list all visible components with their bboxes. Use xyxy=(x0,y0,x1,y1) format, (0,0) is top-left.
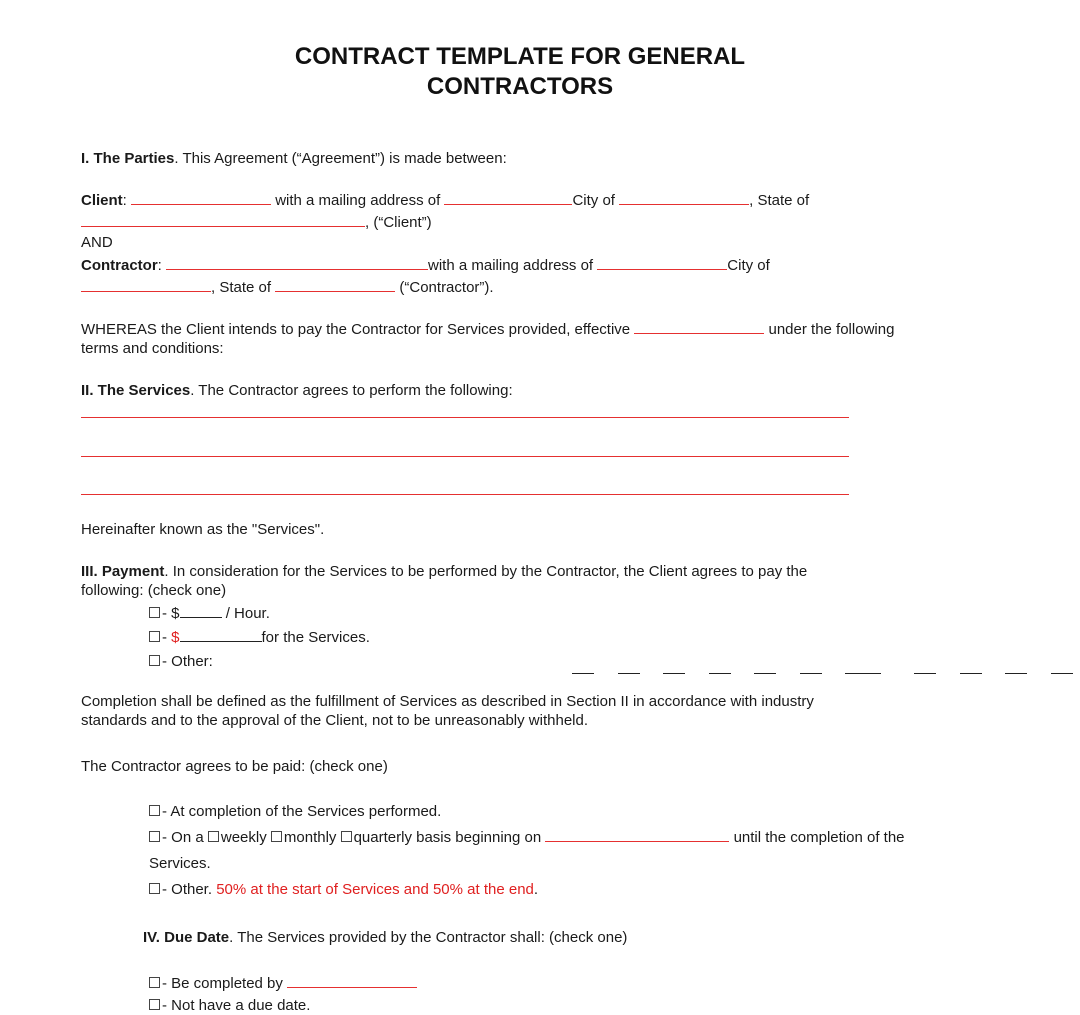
payment-paragraph xyxy=(81,563,807,581)
completion-option-text: - At completion of the Services performed. xyxy=(162,803,442,820)
payment-option-hourly xyxy=(149,605,270,623)
and-text: AND xyxy=(81,234,113,251)
effective-date-blank[interactable] xyxy=(634,321,764,334)
payment-option-other xyxy=(149,653,213,671)
colon: : xyxy=(157,257,162,274)
option-prefix: - xyxy=(162,629,172,646)
fixed-checkbox[interactable] xyxy=(149,631,160,642)
contractor-name-blank[interactable] xyxy=(166,257,428,270)
dash-segment xyxy=(754,673,776,674)
contractor-suffix: (“Contractor”). xyxy=(399,279,494,296)
hourly-dollar: $ xyxy=(171,605,180,622)
no-due-date-text: - Not have a due date. xyxy=(162,997,311,1014)
completion-checkbox[interactable] xyxy=(149,805,160,816)
paid-intro: The Contractor agrees to be paid: (check one) xyxy=(81,758,388,775)
due-option-date xyxy=(149,975,417,993)
quarterly-checkbox[interactable] xyxy=(341,831,352,842)
contractor-address-blank[interactable] xyxy=(597,257,727,270)
due-date-text: - Be completed by xyxy=(162,975,283,992)
period: . xyxy=(533,881,539,898)
parties-paragraph xyxy=(81,150,507,168)
document-title-line1: CONTRACT TEMPLATE FOR GENERAL xyxy=(294,43,746,70)
services-blank-line-3[interactable] xyxy=(81,494,849,495)
contractor-label: Contractor xyxy=(81,257,158,274)
hereinafter-text: Hereinafter known as the "Services". xyxy=(81,521,325,538)
services-heading: II. The Services xyxy=(81,382,191,399)
other-text: - Other: xyxy=(162,653,213,670)
parties-heading: I. The Parties xyxy=(81,150,175,167)
contractor-city-label: City of xyxy=(727,257,770,274)
client-city-label: City of xyxy=(572,192,615,209)
document-title-line2: CONTRACTORS xyxy=(426,73,614,100)
due-paragraph xyxy=(143,929,627,947)
dash-segment xyxy=(845,673,881,674)
client-state-label: , State of xyxy=(749,192,810,209)
client-mailing-label: with a mailing address of xyxy=(275,192,441,209)
dash-segment xyxy=(914,673,936,674)
paid-option-completion xyxy=(149,803,441,821)
monthly-text: monthly xyxy=(283,829,337,846)
hourly-checkbox[interactable] xyxy=(149,607,160,618)
paid-other-checkbox[interactable] xyxy=(149,883,160,894)
payment-text: . In consideration for the Services to be performed by the Contractor, the Client agrees to pay the xyxy=(164,563,808,580)
payment-heading: III. Payment xyxy=(81,563,165,580)
client-name-blank[interactable] xyxy=(131,192,271,205)
whereas-line1 xyxy=(81,321,894,339)
paid-option-periodic xyxy=(149,829,905,847)
client-state-blank[interactable] xyxy=(81,214,365,227)
completion-line1: Completion shall be defined as the fulfillment of Services as described in Section II in accordance with industry xyxy=(81,693,814,710)
due-date-checkbox[interactable] xyxy=(149,977,160,988)
weekly-checkbox[interactable] xyxy=(208,831,219,842)
services-text: . The Contractor agrees to perform the following: xyxy=(190,382,513,399)
hourly-unit: / Hour. xyxy=(225,605,270,622)
whereas-line2: terms and conditions: xyxy=(81,340,224,357)
paid-option-periodic-line2: Services. xyxy=(149,855,211,872)
periodic-text: - On a xyxy=(162,829,204,846)
services-blank-line-2[interactable] xyxy=(81,456,849,457)
due-text: . The Services provided by the Contractor shall: (check one) xyxy=(229,929,628,946)
paid-other-terms: 50% at the start of Services and 50% at the end xyxy=(216,881,534,898)
hourly-rate-blank[interactable] xyxy=(180,605,222,618)
client-address-blank[interactable] xyxy=(444,192,572,205)
due-option-none xyxy=(149,997,310,1015)
colon: : xyxy=(122,192,127,209)
client-line xyxy=(81,192,809,210)
fixed-amount-blank[interactable] xyxy=(180,629,262,642)
monthly-checkbox[interactable] xyxy=(271,831,282,842)
fixed-text: for the Services. xyxy=(261,629,370,646)
payment-line2: following: (check one) xyxy=(81,582,227,599)
client-line2 xyxy=(81,214,432,232)
services-paragraph xyxy=(81,382,513,400)
other-checkbox[interactable] xyxy=(149,655,160,666)
paid-option-other xyxy=(149,881,538,899)
whereas-text-end: under the following xyxy=(768,321,895,338)
paid-other-text: - Other. xyxy=(162,881,217,898)
periodic-checkbox[interactable] xyxy=(149,831,160,842)
contractor-state-blank[interactable] xyxy=(275,279,395,292)
client-suffix: , (“Client”) xyxy=(365,214,432,231)
contractor-line xyxy=(81,257,770,275)
due-date-blank[interactable] xyxy=(287,975,417,988)
due-heading: IV. Due Date xyxy=(143,929,230,946)
contractor-state-label: , State of xyxy=(211,279,272,296)
dash-segment xyxy=(618,673,640,674)
contractor-mailing-label: with a mailing address of xyxy=(428,257,594,274)
no-due-date-checkbox[interactable] xyxy=(149,999,160,1010)
dash-segment xyxy=(1005,673,1027,674)
completion-line2: standards and to the approval of the Client, not to be unreasonably withheld. xyxy=(81,712,589,729)
contractor-line2 xyxy=(81,279,494,297)
option-prefix: - xyxy=(162,605,172,622)
fixed-dollar: $ xyxy=(171,629,180,646)
dash-segment xyxy=(960,673,982,674)
until-text: until the completion of the xyxy=(733,829,905,846)
dash-segment xyxy=(663,673,685,674)
parties-text: . This Agreement (“Agreement”) is made between: xyxy=(174,150,507,167)
quarterly-text: quarterly basis beginning on xyxy=(353,829,542,846)
contractor-city-blank[interactable] xyxy=(81,279,211,292)
client-city-blank[interactable] xyxy=(619,192,749,205)
dash-segment xyxy=(709,673,731,674)
weekly-text: weekly xyxy=(220,829,267,846)
dash-segment xyxy=(1051,673,1073,674)
whereas-text: WHEREAS the Client intends to pay the Contractor for Services provided, effective xyxy=(81,321,631,338)
client-label: Client xyxy=(81,192,123,209)
services-blank-line-1[interactable] xyxy=(81,417,849,418)
payment-option-fixed xyxy=(149,629,370,647)
dash-segment xyxy=(572,673,594,674)
dash-segment xyxy=(800,673,822,674)
start-date-blank[interactable] xyxy=(545,829,729,842)
